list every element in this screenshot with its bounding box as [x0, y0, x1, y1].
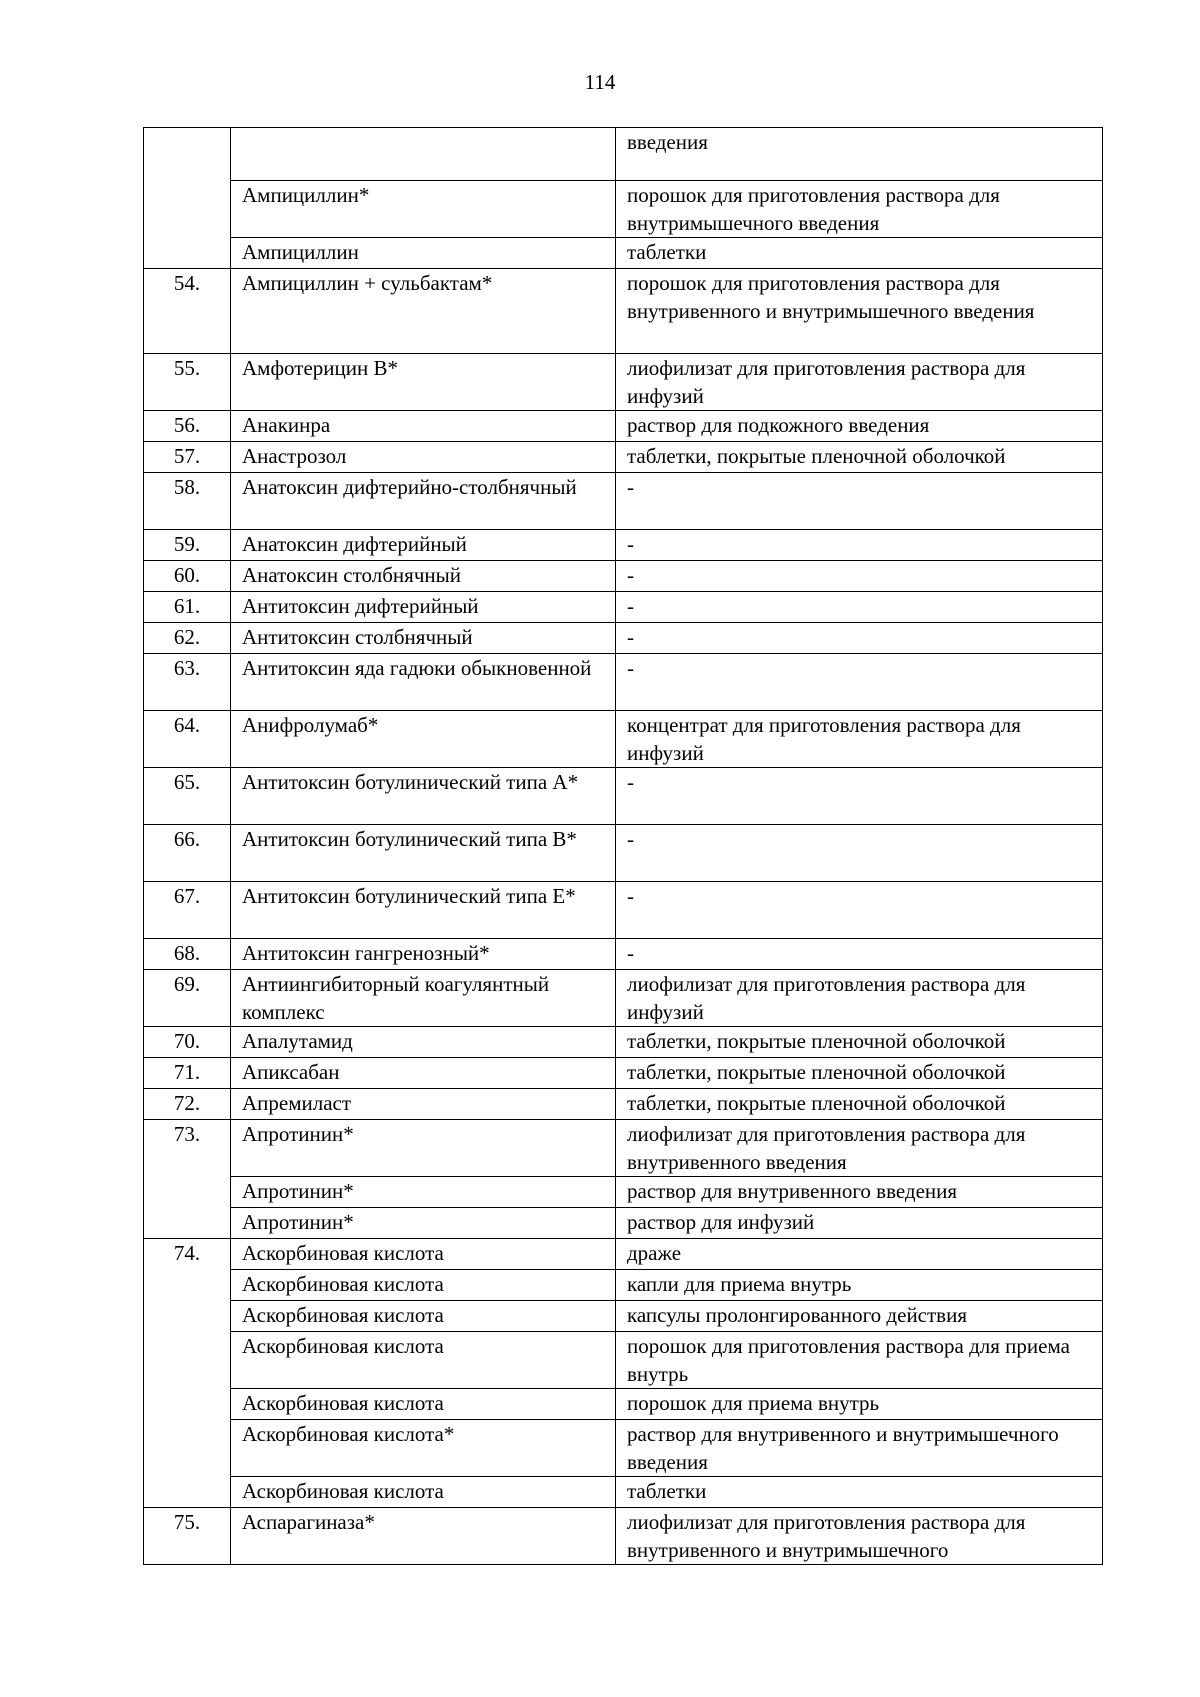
drug-name: Анакинра: [231, 411, 616, 442]
drug-name: Аскорбиновая кислота: [231, 1477, 616, 1508]
dosage-form: -: [616, 592, 1103, 623]
dosage-form: порошок для приема внутрь: [616, 1389, 1103, 1420]
table-row: [144, 1301, 1103, 1332]
row-number: 70.: [144, 1027, 231, 1058]
row-number: [144, 128, 231, 269]
dosage-form: -: [616, 825, 1103, 882]
row-number: 58.: [144, 473, 231, 530]
dosage-form: -: [616, 939, 1103, 970]
drug-name: [231, 128, 616, 181]
table-row: [144, 1508, 1103, 1565]
row-number: 67.: [144, 882, 231, 939]
dosage-form: -: [616, 623, 1103, 654]
row-number: 56.: [144, 411, 231, 442]
drug-name: Антитоксин гангренозный*: [231, 939, 616, 970]
drug-name: Аскорбиновая кислота: [231, 1332, 616, 1389]
drug-name: Антитоксин столбнячный: [231, 623, 616, 654]
drug-name: Ампициллин: [231, 238, 616, 269]
table-row: [144, 1477, 1103, 1508]
drug-name: Антитоксин дифтерийный: [231, 592, 616, 623]
drug-name: Антитоксин ботулинический типа А*: [231, 768, 616, 825]
row-number: 60.: [144, 561, 231, 592]
drug-table: [143, 127, 1103, 1565]
dosage-form: лиофилизат для приготовления раствора для инфузий: [616, 354, 1103, 411]
dosage-form: лиофилизат для приготовления раствора для инфузий: [616, 970, 1103, 1027]
table-row: [144, 711, 1103, 768]
table-row: [144, 128, 1103, 181]
drug-name: Ампициллин*: [231, 181, 616, 238]
dosage-form: таблетки: [616, 1477, 1103, 1508]
row-number: 74.: [144, 1239, 231, 1508]
drug-name: Антитоксин ботулинический типа В*: [231, 825, 616, 882]
drug-name: Амфотерицин В*: [231, 354, 616, 411]
table-row: [144, 530, 1103, 561]
table-row: [144, 825, 1103, 882]
table-row: [144, 882, 1103, 939]
dosage-form: раствор для инфузий: [616, 1208, 1103, 1239]
drug-name: Апиксабан: [231, 1058, 616, 1089]
dosage-form: лиофилизат для приготовления раствора для внутривенного введения: [616, 1120, 1103, 1177]
table-row: [144, 623, 1103, 654]
table-row: [144, 1089, 1103, 1120]
drug-name: Аскорбиновая кислота: [231, 1301, 616, 1332]
row-number: 55.: [144, 354, 231, 411]
drug-name: Анатоксин дифтерийный: [231, 530, 616, 561]
table-row: [144, 939, 1103, 970]
dosage-form: порошок для приготовления раствора для внутривенного и внутримышечного введения: [616, 269, 1103, 354]
table-row: [144, 181, 1103, 238]
table-row: [144, 411, 1103, 442]
drug-name: Апротинин*: [231, 1120, 616, 1177]
drug-name: Анастрозол: [231, 442, 616, 473]
table-row: [144, 238, 1103, 269]
dosage-form: -: [616, 561, 1103, 592]
drug-name: Ампициллин + сульбактам*: [231, 269, 616, 354]
dosage-form: капли для приема внутрь: [616, 1270, 1103, 1301]
table-row: [144, 442, 1103, 473]
page-number: 114: [584, 70, 616, 94]
table-row: [144, 269, 1103, 354]
table-row: [144, 1420, 1103, 1477]
drug-name: Апремиласт: [231, 1089, 616, 1120]
dosage-form: таблетки, покрытые пленочной оболочкой: [616, 1027, 1103, 1058]
table-row: [144, 1058, 1103, 1089]
table-row: [144, 1177, 1103, 1208]
dosage-form: порошок для приготовления раствора для приема внутрь: [616, 1332, 1103, 1389]
row-number: 57.: [144, 442, 231, 473]
drug-name: Анатоксин столбнячный: [231, 561, 616, 592]
drug-name: Аскорбиновая кислота: [231, 1270, 616, 1301]
row-number: 71.: [144, 1058, 231, 1089]
row-number: 69.: [144, 970, 231, 1027]
table-row: [144, 1027, 1103, 1058]
dosage-form: драже: [616, 1239, 1103, 1270]
row-number: 75.: [144, 1508, 231, 1565]
table-row: [144, 561, 1103, 592]
drug-name: Антитоксин ботулинический типа Е*: [231, 882, 616, 939]
table-row: [144, 1270, 1103, 1301]
row-number: 59.: [144, 530, 231, 561]
drug-name: Аскорбиновая кислота: [231, 1239, 616, 1270]
table-row: [144, 592, 1103, 623]
row-number: 54.: [144, 269, 231, 354]
drug-name: Аспарагиназа*: [231, 1508, 616, 1565]
row-number: 72.: [144, 1089, 231, 1120]
table-row: [144, 1208, 1103, 1239]
table-row: [144, 654, 1103, 711]
dosage-form: лиофилизат для приготовления раствора для внутривенного и внутримышечного: [616, 1508, 1103, 1565]
table-row: [144, 1120, 1103, 1177]
drug-name: Антитоксин яда гадюки обыкновенной: [231, 654, 616, 711]
table-row: [144, 768, 1103, 825]
row-number: 66.: [144, 825, 231, 882]
dosage-form: -: [616, 654, 1103, 711]
drug-name: Аскорбиновая кислота: [231, 1389, 616, 1420]
dosage-form: раствор для внутривенного введения: [616, 1177, 1103, 1208]
drug-name: Анатоксин дифтерийно-столбнячный: [231, 473, 616, 530]
dosage-form: -: [616, 473, 1103, 530]
row-number: 62.: [144, 623, 231, 654]
drug-name: Антиингибиторный коагулянтный комплекс: [231, 970, 616, 1027]
table-row: [144, 1389, 1103, 1420]
row-number: 73.: [144, 1120, 231, 1239]
dosage-form: порошок для приготовления раствора для внутримышечного введения: [616, 181, 1103, 238]
row-number: 64.: [144, 711, 231, 768]
dosage-form: капсулы пролонгированного действия: [616, 1301, 1103, 1332]
dosage-form: -: [616, 882, 1103, 939]
table-row: [144, 1239, 1103, 1270]
dosage-form: -: [616, 768, 1103, 825]
dosage-form: таблетки, покрытые пленочной оболочкой: [616, 1089, 1103, 1120]
row-number: 63.: [144, 654, 231, 711]
drug-name: Апротинин*: [231, 1177, 616, 1208]
dosage-form: таблетки, покрытые пленочной оболочкой: [616, 442, 1103, 473]
dosage-form: введения: [616, 128, 1103, 181]
dosage-form: таблетки, покрытые пленочной оболочкой: [616, 1058, 1103, 1089]
table-row: [144, 1332, 1103, 1389]
dosage-form: раствор для внутривенного и внутримышечного введения: [616, 1420, 1103, 1477]
table-row: [144, 354, 1103, 411]
drug-name: Аскорбиновая кислота*: [231, 1420, 616, 1477]
row-number: 61.: [144, 592, 231, 623]
row-number: 68.: [144, 939, 231, 970]
table-row: [144, 970, 1103, 1027]
dosage-form: раствор для подкожного введения: [616, 411, 1103, 442]
dosage-form: -: [616, 530, 1103, 561]
row-number: 65.: [144, 768, 231, 825]
dosage-form: таблетки: [616, 238, 1103, 269]
table-row: [144, 473, 1103, 530]
dosage-form: концентрат для приготовления раствора для инфузий: [616, 711, 1103, 768]
drug-name: Апротинин*: [231, 1208, 616, 1239]
drug-name: Анифролумаб*: [231, 711, 616, 768]
drug-name: Апалутамид: [231, 1027, 616, 1058]
